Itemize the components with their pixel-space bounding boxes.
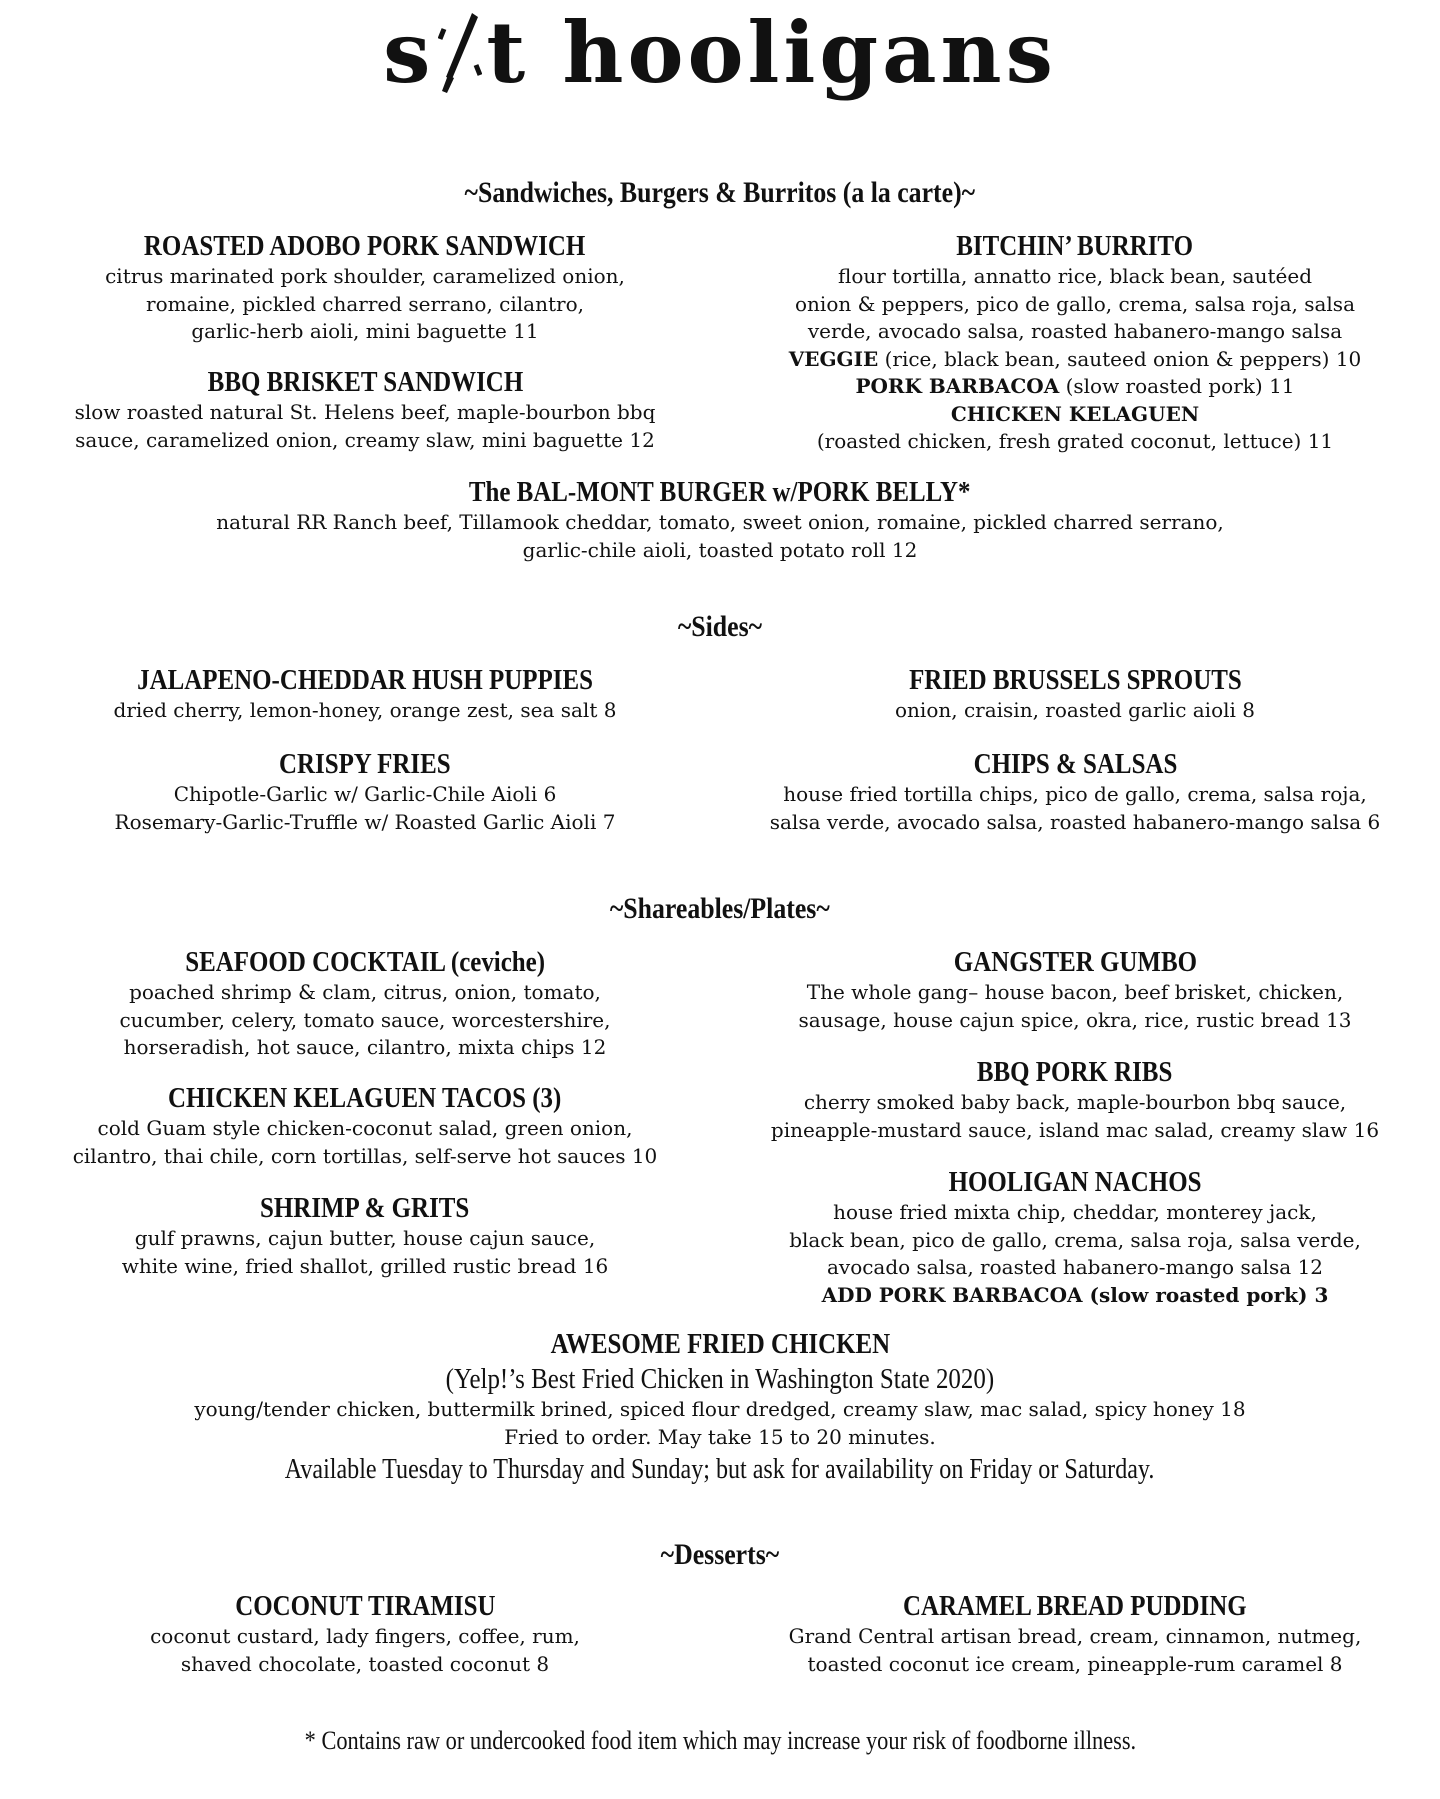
- menu-item-gumbo: [740, 944, 1410, 1034]
- section-shareables: [0, 892, 1440, 926]
- menu-item-brisket: [40, 364, 690, 454]
- item-desc: onion, craisin, roasted garlic aioli 8: [895, 698, 1255, 722]
- item-name: GANGSTER GUMBO: [953, 946, 1197, 978]
- item-name: The BAL-MONT BURGER w/PORK BELLY*: [469, 476, 971, 508]
- item-name: CHIPS & SALSAS: [973, 748, 1177, 780]
- menu-item-burrito: [740, 228, 1410, 456]
- knife-slash-icon: [438, 9, 482, 95]
- menu-item-brussels: [740, 662, 1410, 725]
- brand-prefix: s: [383, 2, 435, 102]
- item-desc: citrus marinated pork shoulder, caramelized onion, romaine, pickled charred serrano, cilantro, garlic-herb aioli, mini baguette 11: [105, 264, 625, 343]
- menu-item-nachos: [740, 1164, 1410, 1309]
- menu-item-adobo: [40, 228, 690, 346]
- menu-item-shrimp: [40, 1190, 690, 1280]
- menu-item-chips: [740, 746, 1410, 836]
- item-desc: cold Guam style chicken-coconut salad, green onion, cilantro, thai chile, corn tortillas, self-serve hot sauces 10: [72, 1116, 658, 1168]
- item-desc: natural RR Ranch beef, Tillamook cheddar, tomato, sweet onion, romaine, pickled charred serrano, garlic-chile aioli, toasted potato roll 12: [216, 510, 1224, 562]
- section-desserts: [0, 1538, 1440, 1572]
- item-desc: flour tortilla, annatto rice, black bean, sautéed onion & peppers, pico de gallo, crema, salsa roja, salsa verde, avocado salsa, roasted habanero-mango salsa: [795, 264, 1355, 343]
- item-desc: house fried mixta chip, cheddar, monterey jack, black bean, pico de gallo, crema, salsa roja, salsa verde, avocado salsa, roasted habanero-mango salsa 12: [789, 1200, 1361, 1279]
- item-name: SEAFOOD COCKTAIL (ceviche): [185, 946, 545, 978]
- menu-item-hushpuppies: [40, 662, 690, 725]
- disclaimer-text: * Contains raw or undercooked food item which may increase your risk of foodborne illness.: [304, 1726, 1136, 1755]
- brand-suffix: t hooligans: [486, 2, 1057, 102]
- item-desc: dried cherry, lemon-honey, orange zest, sea salt 8: [113, 698, 617, 722]
- menu-item-fries: [40, 746, 690, 836]
- item-desc: cherry smoked baby back, maple-bourbon bbq sauce, pineapple-mustard sauce, island mac salad, creamy slaw 16: [770, 1090, 1380, 1142]
- section-sandwiches: [0, 176, 1440, 210]
- item-desc: slow roasted natural St. Helens beef, maple-bourbon bbq sauce, caramelized onion, creamy slaw, mini baguette 12: [74, 400, 656, 452]
- menu-item-seafood: [40, 944, 690, 1062]
- item-name: CARAMEL BREAD PUDDING: [903, 1590, 1247, 1622]
- menu-item-burger: [60, 474, 1380, 564]
- menu-item-bread-pudding: [740, 1588, 1410, 1678]
- item-name: HOOLIGAN NACHOS: [948, 1166, 1202, 1198]
- item-note: Fried to order. May take 15 to 20 minutes.: [504, 1424, 936, 1449]
- menu-item-ribs: [740, 1054, 1410, 1144]
- item-name: ROASTED ADOBO PORK SANDWICH: [144, 230, 586, 262]
- item-name: COCONUT TIRAMISU: [234, 1590, 496, 1622]
- item-desc: The whole gang– house bacon, beef brisket, chicken, sausage, house cajun spice, okra, rice, rustic bread 13: [798, 980, 1352, 1032]
- section-title: ~Sandwiches, Burgers & Burritos (a la carte)~: [464, 176, 976, 209]
- item-name: BITCHIN’ BURRITO: [956, 230, 1194, 262]
- item-desc: Grand Central artisan bread, cream, cinnamon, nutmeg, toasted coconut ice cream, pineapple-rum caramel 8: [788, 1624, 1362, 1676]
- item-desc: poached shrimp & clam, citrus, onion, tomato, cucumber, celery, tomato sauce, worcestershire, horseradish, hot sauce, cilantro, mixta chips 12: [119, 980, 611, 1059]
- menu-item-tiramisu: [40, 1588, 690, 1678]
- section-sides: [0, 610, 1440, 644]
- item-desc: young/tender chicken, buttermilk brined, spiced flour dredged, creamy slaw, mac salad, spicy honey 18: [194, 1397, 1246, 1421]
- item-name: BBQ BRISKET SANDWICH: [207, 366, 523, 398]
- burrito-option-pork: PORK BARBACOA (slow roasted pork) 11: [855, 374, 1295, 398]
- item-desc: house fried tortilla chips, pico de gallo, crema, salsa roja, salsa verde, avocado salsa, roasted habanero-mango salsa 6: [769, 782, 1381, 834]
- item-desc: coconut custard, lady fingers, coffee, rum, shaved chocolate, toasted coconut 8: [150, 1624, 580, 1676]
- item-desc: gulf prawns, cajun butter, house cajun sauce, white wine, fried shallot, grilled rustic bread 16: [121, 1226, 609, 1278]
- item-name: BBQ PORK RIBS: [977, 1056, 1173, 1088]
- item-desc: Chipotle-Garlic w/ Garlic-Chile Aioli 6 Rosemary-Garlic-Truffle w/ Roasted Garlic Aioli 7: [114, 782, 616, 834]
- item-name: CRISPY FRIES: [279, 748, 451, 780]
- nachos-addon: ADD PORK BARBACOA (slow roasted pork) 3: [821, 1282, 1329, 1307]
- menu-item-fried-chicken: [60, 1326, 1380, 1488]
- section-title: ~Sides~: [677, 610, 763, 643]
- availability-note: Available Tuesday to Thursday and Sunday; but ask for availability on Friday or Saturday.: [285, 1454, 1155, 1485]
- section-title: ~Shareables/Plates~: [610, 892, 830, 925]
- item-subtitle: (Yelp!’s Best Fried Chicken in Washington State 2020): [445, 1363, 995, 1395]
- item-name: SHRIMP & GRITS: [260, 1192, 470, 1224]
- burrito-option-kelaguen-desc: (roasted chicken, fresh grated coconut, lettuce) 11: [816, 429, 1334, 453]
- item-name: CHICKEN KELAGUEN TACOS (3): [168, 1082, 562, 1114]
- brand-logo: [0, 4, 1440, 100]
- burrito-option-veggie: VEGGIE (rice, black bean, sauteed onion & peppers) 10: [788, 346, 1362, 371]
- item-name: JALAPENO-CHEDDAR HUSH PUPPIES: [137, 664, 593, 696]
- burrito-option-kelaguen: CHICKEN KELAGUEN: [950, 401, 1200, 426]
- footer-disclaimer: [0, 1726, 1440, 1756]
- section-title: ~Desserts~: [660, 1538, 780, 1571]
- item-name: AWESOME FRIED CHICKEN: [550, 1328, 890, 1360]
- menu-item-tacos: [40, 1080, 690, 1170]
- item-name: FRIED BRUSSELS SPROUTS: [908, 664, 1242, 696]
